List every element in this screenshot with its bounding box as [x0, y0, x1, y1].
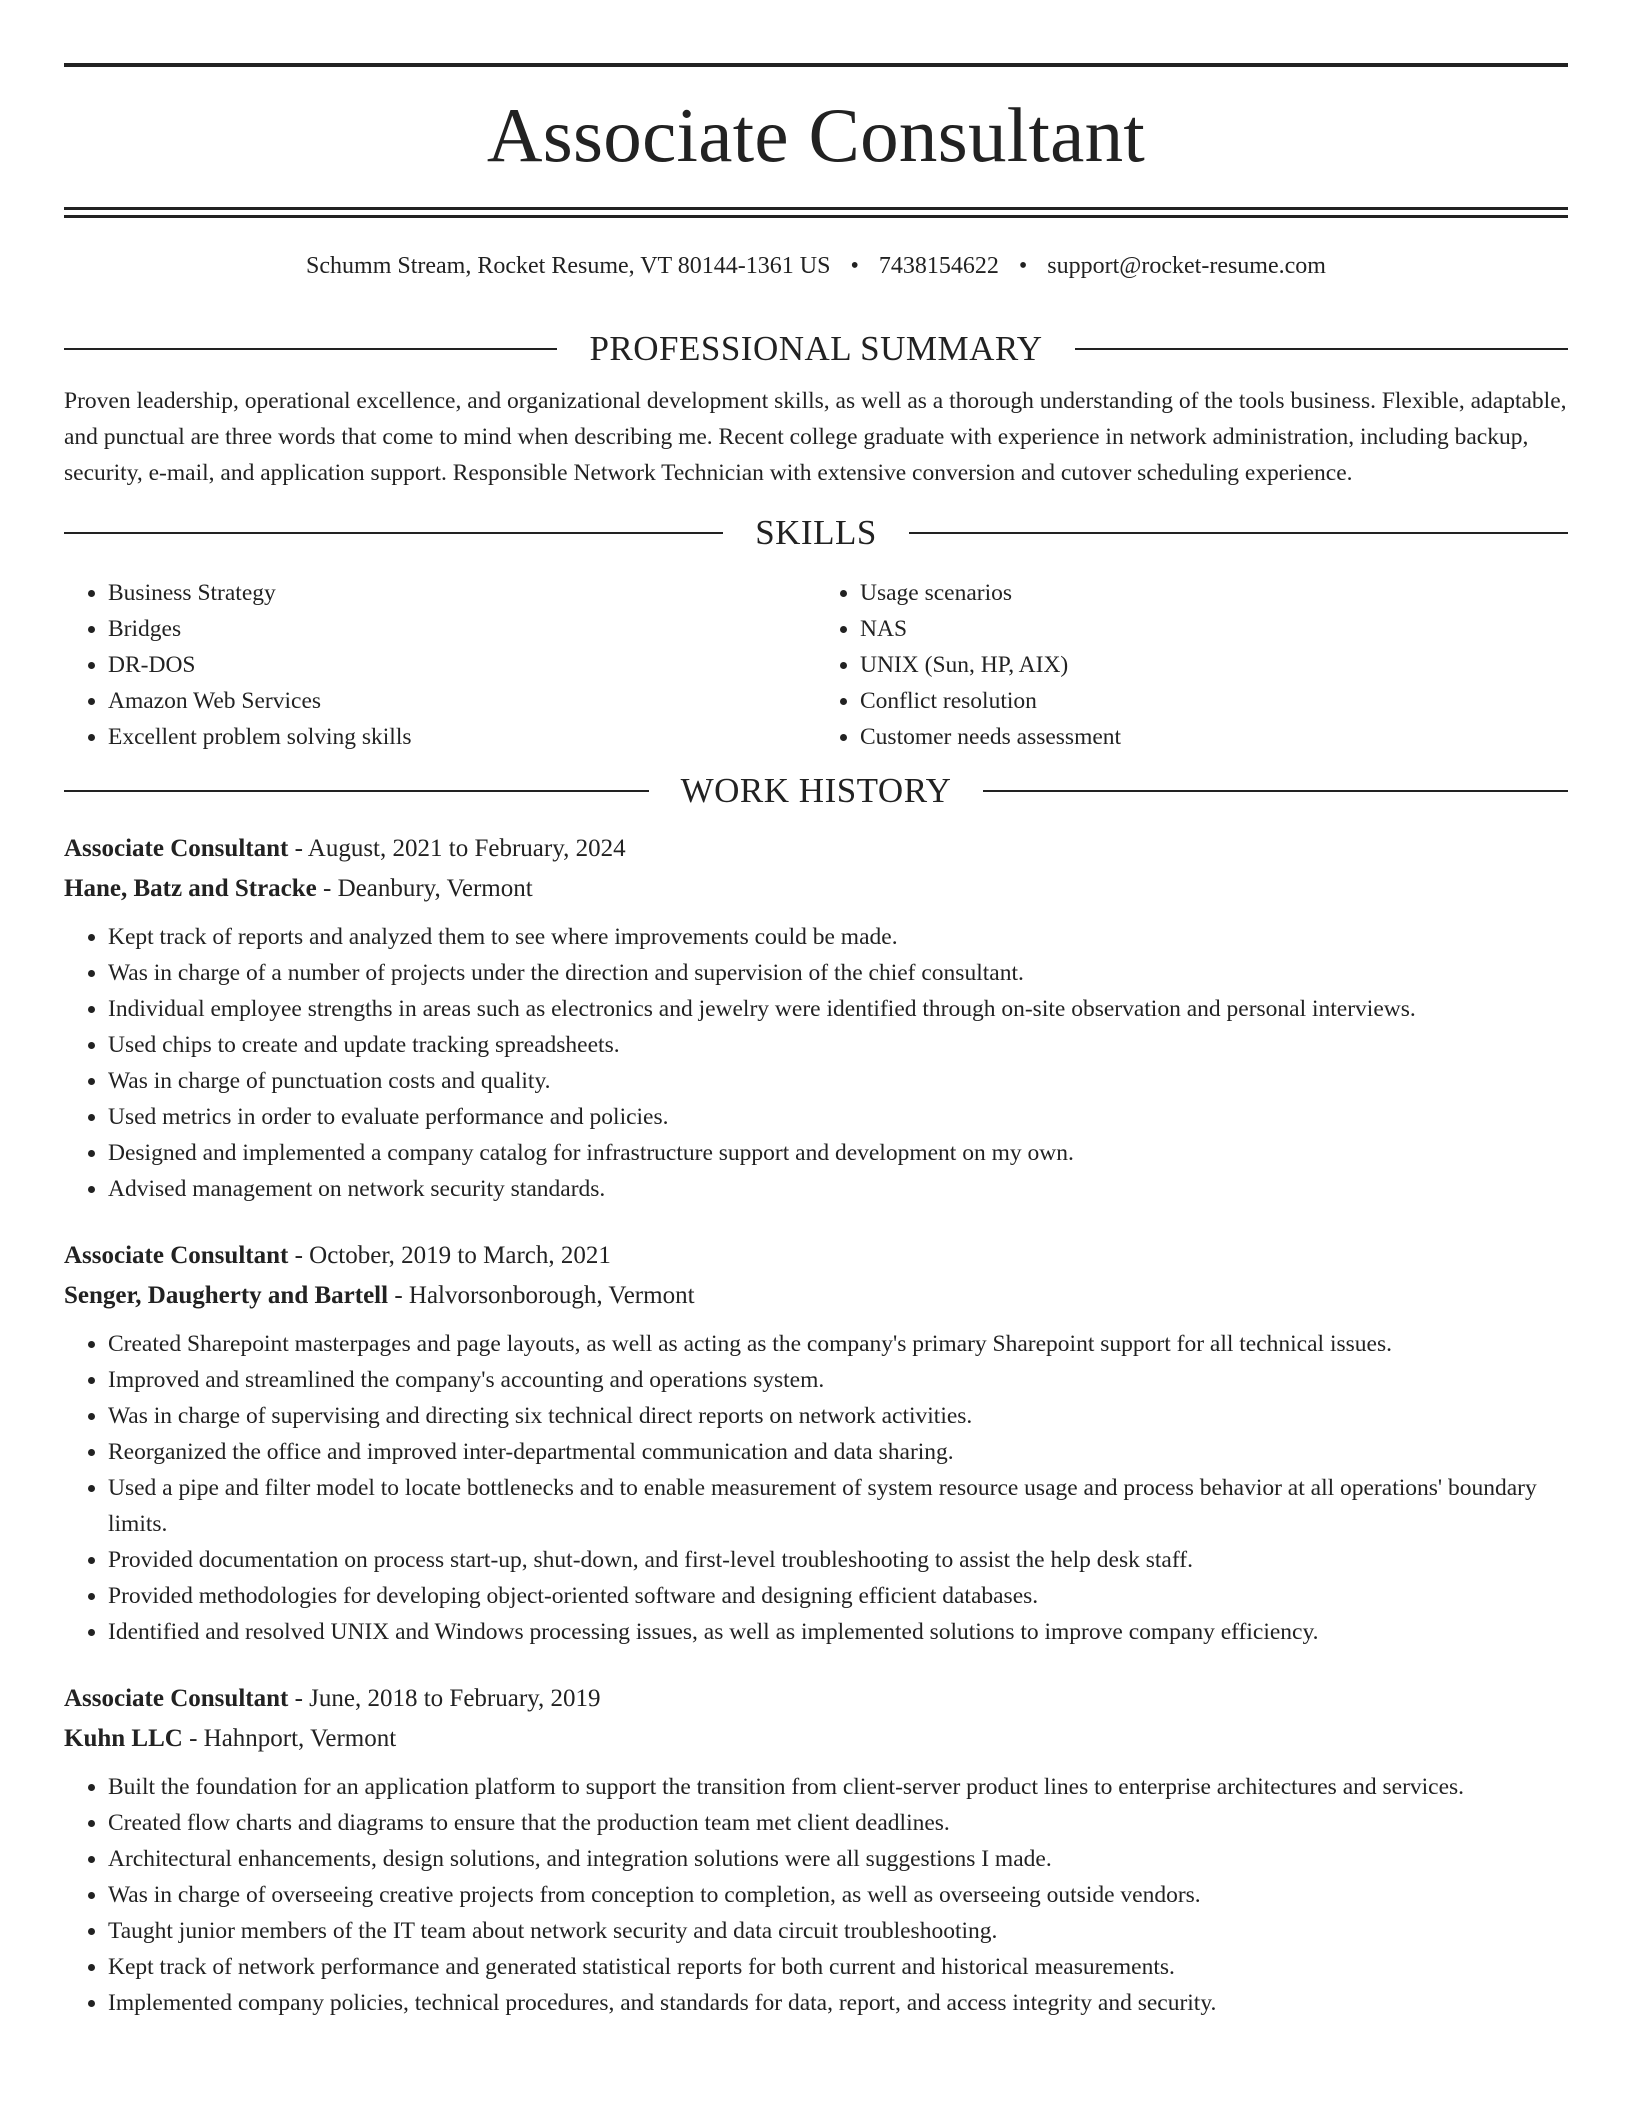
- heading-rule: [909, 532, 1568, 534]
- job-bullet: • Kept track of network performance and generated statistical reports for both current and historical measurements.: [108, 1949, 1568, 1985]
- job-title: Associate Consultant: [64, 1242, 289, 1269]
- job-company-line: [64, 869, 1568, 909]
- job-bullets: [64, 1769, 1568, 2021]
- job-bullet: • Used chips to create and update tracking spreadsheets.: [108, 1027, 1568, 1063]
- job-entry: [64, 829, 1568, 1207]
- contact-email: support@rocket-resume.com: [1047, 253, 1326, 279]
- job-title: Associate Consultant: [64, 1685, 289, 1712]
- heading-rule: [64, 348, 557, 350]
- job-location: - Hahnport, Vermont: [182, 1725, 397, 1752]
- skills-column-left: [64, 575, 816, 755]
- skill-item: • Bridges: [108, 611, 816, 647]
- summary-text: Proven leadership, operational excellence, and organizational development skills, as well as a thorough understanding of the tools business. Flexible, adaptable, and punctual are three words that come to mind when describing me. Recent college graduate with experience in network administration, including backup, security, e-mail, and application support. Responsible Network Technician with extensive conversion and cutover scheduling experience.: [64, 388, 1567, 486]
- work-section-heading: [64, 771, 1568, 811]
- job-bullet: • Reorganized the office and improved inter-departmental communication and data sharing.: [108, 1434, 1568, 1470]
- job-location: - Halvorsonborough, Vermont: [388, 1282, 695, 1309]
- job-dates: - June, 2018 to February, 2019: [288, 1685, 601, 1712]
- skill-item: • Conflict resolution: [860, 683, 1568, 719]
- contact-separator: •: [850, 253, 859, 279]
- resume-title: Associate Consultant: [486, 92, 1146, 178]
- job-title-line: [64, 829, 1568, 869]
- skills-column-right: [816, 575, 1568, 755]
- job-bullet: • Created flow charts and diagrams to ensure that the production team met client deadlines.: [108, 1805, 1568, 1841]
- job-bullet: • Provided methodologies for developing object-oriented software and designing efficient databases.: [108, 1578, 1568, 1614]
- summary-heading-label: PROFESSIONAL SUMMARY: [589, 329, 1043, 368]
- skill-item: • Business Strategy: [108, 575, 816, 611]
- job-company: Hane, Batz and Stracke: [64, 875, 317, 902]
- skill-item: • Customer needs assessment: [860, 719, 1568, 755]
- skill-item: • DR-DOS: [108, 647, 816, 683]
- job-company-line: [64, 1719, 1568, 1759]
- job-bullet: • Taught junior members of the IT team about network security and data circuit troubleshooting.: [108, 1913, 1568, 1949]
- contact-line: [64, 252, 1568, 280]
- job-bullet: • Individual employee strengths in areas such as electronics and jewelry were identified through on-site observation and personal interviews.: [108, 991, 1568, 1027]
- skill-item: • Excellent problem solving skills: [108, 719, 816, 755]
- job-title: Associate Consultant: [64, 835, 289, 862]
- job-bullets: [64, 1326, 1568, 1650]
- summary-section-heading: [64, 329, 1568, 369]
- job-bullet: • Was in charge of supervising and directing six technical direct reports on network activities.: [108, 1398, 1568, 1434]
- contact-separator: •: [1018, 253, 1028, 279]
- job-bullet: • Used a pipe and filter model to locate bottlenecks and to enable measurement of system resource usage and process behavior at all operations' boundary limits.: [108, 1470, 1568, 1542]
- heading-rule: [64, 532, 723, 534]
- job-title-line: [64, 1236, 1568, 1276]
- contact-phone: 7438154622: [878, 253, 999, 279]
- job-location: - Deanbury, Vermont: [316, 875, 533, 902]
- job-bullet: • Kept track of reports and analyzed them to see where improvements could be made.: [108, 919, 1568, 955]
- job-entry: [64, 1679, 1568, 2021]
- job-bullet: • Was in charge of a number of projects under the direction and supervision of the chief consultant.: [108, 955, 1568, 991]
- skills-heading-label: SKILLS: [755, 513, 877, 552]
- job-bullet: • Identified and resolved UNIX and Windows processing issues, as well as implemented solutions to improve company efficiency.: [108, 1614, 1568, 1650]
- job-bullet: • Architectural enhancements, design solutions, and integration solutions were all suggestions I made.: [108, 1841, 1568, 1877]
- job-entry: [64, 1236, 1568, 1650]
- heading-rule: [983, 790, 1568, 792]
- skill-item: • NAS: [860, 611, 1568, 647]
- job-dates: - August, 2021 to February, 2024: [288, 835, 626, 862]
- title-double-rule: [64, 207, 1568, 218]
- job-bullet: • Was in charge of overseeing creative projects from conception to completion, as well as overseeing outside vendors.: [108, 1877, 1568, 1913]
- job-bullets: [64, 919, 1568, 1207]
- work-heading-label: WORK HISTORY: [680, 771, 952, 810]
- skill-item: • Usage scenarios: [860, 575, 1568, 611]
- heading-rule: [1075, 348, 1568, 350]
- top-rule: [64, 63, 1568, 67]
- job-bullet: • Was in charge of punctuation costs and quality.: [108, 1063, 1568, 1099]
- job-bullet: • Designed and implemented a company catalog for infrastructure support and development on my own.: [108, 1135, 1568, 1171]
- job-company: Senger, Daugherty and Bartell: [64, 1282, 389, 1309]
- job-bullet: • Used metrics in order to evaluate performance and policies.: [108, 1099, 1568, 1135]
- job-bullet: • Implemented company policies, technical procedures, and standards for data, report, and access integrity and security.: [108, 1985, 1568, 2021]
- job-bullet: • Created Sharepoint masterpages and page layouts, as well as acting as the company's primary Sharepoint support for all technical issues.: [108, 1326, 1568, 1362]
- skills-list: [64, 575, 1568, 755]
- job-company-line: [64, 1276, 1568, 1316]
- job-bullet: • Built the foundation for an application platform to support the transition from client-server product lines to enterprise architectures and services.: [108, 1769, 1568, 1805]
- heading-rule: [64, 790, 649, 792]
- job-bullet: • Advised management on network security standards.: [108, 1171, 1568, 1207]
- skills-section-heading: [64, 513, 1568, 553]
- job-title-line: [64, 1679, 1568, 1719]
- skill-item: • Amazon Web Services: [108, 683, 816, 719]
- job-bullet: • Improved and streamlined the company's accounting and operations system.: [108, 1362, 1568, 1398]
- skill-item: • UNIX (Sun, HP, AIX): [860, 647, 1568, 683]
- job-company: Kuhn LLC: [64, 1725, 183, 1752]
- contact-address: Schumm Stream, Rocket Resume, VT 80144-1361 US: [306, 253, 831, 279]
- job-dates: - October, 2019 to March, 2021: [288, 1242, 611, 1269]
- job-bullet: • Provided documentation on process start-up, shut-down, and first-level troubleshooting to assist the help desk staff.: [108, 1542, 1568, 1578]
